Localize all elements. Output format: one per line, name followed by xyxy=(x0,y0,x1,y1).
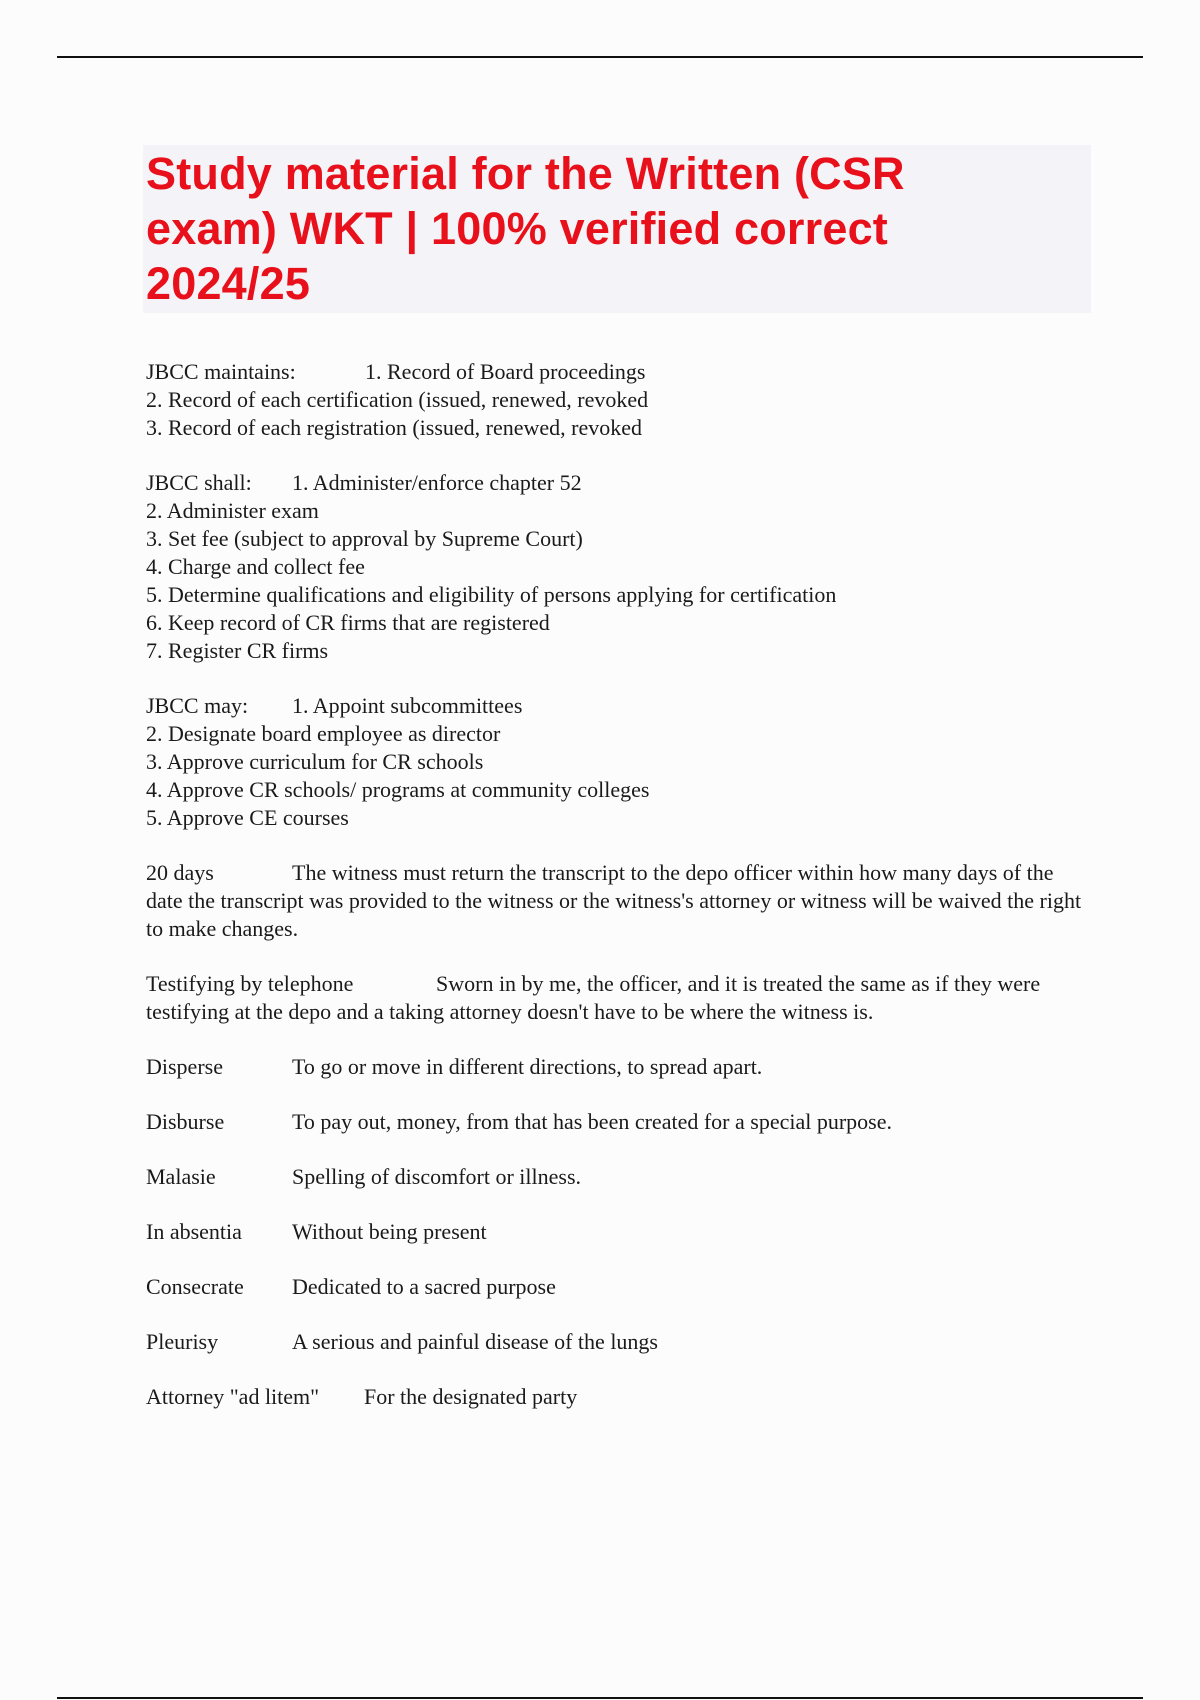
flashcard-term: Testifying by telephone xyxy=(146,971,354,996)
flashcard-term: Disperse xyxy=(146,1054,223,1079)
bottom-rule xyxy=(57,1697,1143,1699)
flashcard-term: JBCC shall: xyxy=(146,470,252,495)
flashcard-9 xyxy=(146,1218,1086,1246)
flashcard-term: JBCC maintains: xyxy=(146,359,296,384)
top-rule xyxy=(57,56,1143,58)
flashcard-term: In absentia xyxy=(146,1219,242,1244)
flashcard-term: Disburse xyxy=(146,1109,225,1134)
flashcard-term: Attorney "ad litem" xyxy=(146,1384,320,1409)
flashcard-list xyxy=(146,358,1086,1411)
flashcard-term: Consecrate xyxy=(146,1274,244,1299)
flashcard-definition: 1. Administer/enforce chapter 52 xyxy=(292,470,582,495)
flashcard-definition-line: 5. Determine qualifications and eligibility of persons applying for certification xyxy=(146,582,837,607)
flashcard-definition-line: 2. Designate board employee as director xyxy=(146,721,501,746)
flashcard-6 xyxy=(146,1053,1086,1081)
flashcard-definition: Dedicated to a sacred purpose xyxy=(292,1274,556,1299)
flashcard-definition: The witness must return the transcript to the depo officer within how many days of the date the transcript was provided to the witness or the witness's attorney or witness will be waived the right to make changes. xyxy=(146,860,1082,941)
flashcard-definition: To pay out, money, from that has been created for a special purpose. xyxy=(292,1109,892,1134)
flashcard-2 xyxy=(146,469,1086,665)
flashcard-11 xyxy=(146,1328,1086,1356)
flashcard-definition-line: 7. Register CR firms xyxy=(146,638,329,663)
flashcard-definition: For the designated party xyxy=(364,1384,578,1409)
flashcard-term: Malasie xyxy=(146,1164,216,1189)
flashcard-definition-line: 6. Keep record of CR firms that are registered xyxy=(146,610,550,635)
flashcard-definition-line: 5. Approve CE courses xyxy=(146,805,349,830)
flashcard-definition-line: 4. Charge and collect fee xyxy=(146,554,365,579)
flashcard-definition-line: 4. Approve CR schools/ programs at community colleges xyxy=(146,777,650,802)
flashcard-12 xyxy=(146,1383,1086,1411)
flashcard-8 xyxy=(146,1163,1086,1191)
flashcard-4 xyxy=(146,859,1086,943)
flashcard-definition-line: 2. Record of each certification (issued, renewed, revoked xyxy=(146,387,649,412)
flashcard-definition: 1. Record of Board proceedings xyxy=(365,359,646,384)
flashcard-1 xyxy=(146,358,1086,442)
flashcard-definition: Without being present xyxy=(292,1219,487,1244)
flashcard-3 xyxy=(146,692,1086,832)
flashcard-definition: A serious and painful disease of the lungs xyxy=(292,1329,658,1354)
flashcard-definition: 1. Appoint subcommittees xyxy=(292,693,523,718)
flashcard-definition-line: 3. Set fee (subject to approval by Supreme Court) xyxy=(146,526,583,551)
flashcard-10 xyxy=(146,1273,1086,1301)
flashcard-definition: Spelling of discomfort or illness. xyxy=(292,1164,582,1189)
flashcard-definition-line: 3. Approve curriculum for CR schools xyxy=(146,749,484,774)
flashcard-5 xyxy=(146,970,1086,1026)
flashcard-term: 20 days xyxy=(146,860,214,885)
page-title: Study material for the Written (CSR exam) WKT | 100% verified correct 2024/25 xyxy=(146,148,905,309)
flashcard-7 xyxy=(146,1108,1086,1136)
flashcard-definition: Sworn in by me, the officer, and it is treated the same as if they were testifying at the depo and a taking attorney doesn't have to be where the witness is. xyxy=(146,971,1041,1024)
flashcard-definition-line: 3. Record of each registration (issued, renewed, revoked xyxy=(146,415,643,440)
flashcard-term: JBCC may: xyxy=(146,693,249,718)
flashcard-definition-line: 2. Administer exam xyxy=(146,498,319,523)
flashcard-term: Pleurisy xyxy=(146,1329,219,1354)
flashcard-definition: To go or move in different directions, to spread apart. xyxy=(292,1054,763,1079)
